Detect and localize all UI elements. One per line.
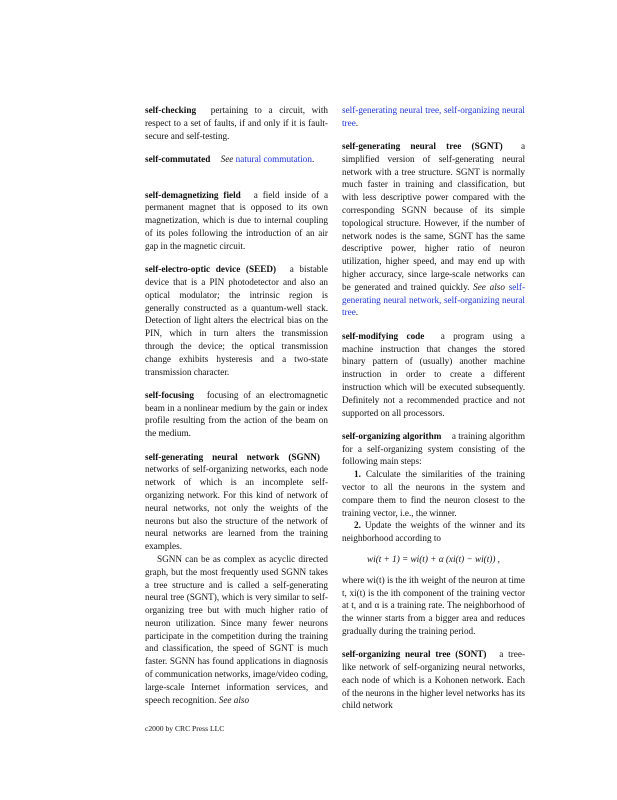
entry-sgnn-para1 [145, 451, 328, 553]
entry-definition: a simplified version of self-generating neural network with a tree structure. SGNT is normally much faster in training and classification, but with less descriptive power compared with the corresponding SGNN because of its simple topological structure. However, if the number of network nodes is the same, SGNT has the same descriptive power, higher ratio of neuron utilization, higher speed, and may end up with higher accuracy, since large-scale networks can be generated and trained quickly. [342, 141, 526, 292]
entry-term: self-generating neural network (SGNN) [145, 451, 320, 462]
entry-term: self-checking [145, 105, 197, 115]
entry-term: self-commutated [145, 153, 211, 164]
entry-definition: pertaining to a circuit, with respect to a set of faults, if and only if it is fault-secure and self-testing. [145, 105, 329, 141]
soa-step-1 [342, 468, 525, 519]
soa-step-2 [342, 519, 525, 545]
entry-definition: a training algorithm for a self-organizing system consisting of the following main steps: [342, 430, 526, 467]
entry-sgnn [145, 451, 328, 707]
entry-definition: a bistable device that is a PIN photodetector and also an optical modulator; the intrinsic region is generally constructed as a quantum-well stack. Detection of light alters the electrical bias on the PIN, which in turn alters the transmission through the device; the optical transmission change exhibits hysteresis and a two-state transmission character. [145, 264, 329, 377]
copyright-footer: c2000 by CRC Press LLC [145, 724, 225, 733]
entry-definition: a tree-like network of self-organizing neural networks, each node of which is a Kohonen network. Each of the neurons in the higher level networks has its child network [342, 649, 526, 711]
entry-term: self-focusing [145, 389, 194, 400]
entry-self-commutated [145, 153, 328, 166]
entry-definition: a program using a machine instruction that changes the stored binary pattern of (usually) another machine instruction in order to create a different instruction which will be executed subsequently. Definitely not a recommended practice and not supported on all processors. [342, 330, 525, 418]
entry-self-organizing-algorithm [342, 430, 525, 638]
link-sgnt-sont[interactable]: self-generating neural tree, self-organizing neural tree [342, 105, 525, 128]
entry-self-modifying-code [342, 330, 525, 420]
entry-sgnt [342, 140, 525, 319]
see-also-label: See also [218, 694, 250, 705]
soa-intro [342, 430, 525, 468]
entry-term: self-generating neural tree (SGNT) [342, 141, 503, 152]
entry-self-focusing [145, 389, 328, 440]
weight-update-equation: wi(t + 1) = wi(t) + α (xi(t) − wi(t)) , [367, 554, 500, 564]
entry-term: self-electro-optic device (SEED) [145, 264, 277, 275]
link-sgnn-sont[interactable]: self-generating neural network, self-organizing neural tree [342, 281, 526, 318]
link-natural-commutation[interactable]: natural commutation [235, 153, 312, 164]
entry-seed [145, 263, 328, 378]
punctuation: . [311, 153, 315, 164]
entry-term: self-modifying code [342, 330, 425, 341]
entry-self-demagnetizing-field [145, 189, 328, 253]
entry-definition: focusing of an electromagnetic beam in a nonlinear medium by the gain or index profile resulting from the action of the beam on the medium. [145, 389, 328, 439]
soa-explanation: where wi(t) is the ith weight of the neuron at time t, xi(t) is the ith component of the training vector at t, and α is a training rate. The neighborhood of the winner starts from a bigger area and reduces gradually during the training period. [342, 574, 525, 636]
punctuation: . [355, 117, 359, 128]
right-column [342, 104, 525, 723]
left-column [145, 104, 328, 717]
entry-definition: networks of self-organizing networks, each node network of which is an incomplete self-organizing network. For this kind of network of neural networks, not only the weights of the neurons but also the structure of the network of neural networks are learned from the training examples. [145, 464, 328, 552]
step-number: 2. [354, 520, 361, 531]
entry-term: self-demagnetizing field [145, 189, 241, 200]
punctuation: . [355, 307, 359, 318]
see-label: See [220, 153, 234, 164]
entry-sgnn-para2 [145, 553, 328, 707]
entry-self-checking [145, 104, 328, 142]
entry-definition: a field inside of a permanent magnet that is opposed to its own magnetization, which is due to internal coupling of its poles following the introduction of an air gap in the magnetic circuit. [145, 189, 329, 251]
entry-term: self-organizing algorithm [342, 430, 442, 441]
entry-sgnn-continued [342, 104, 525, 130]
entry-term: self-organizing neural tree (SONT) [342, 649, 487, 660]
step-text: Update the weights of the winner and its neighborhood according to [342, 520, 526, 544]
entry-definition-continued: SGNN can be as complex as acyclic directed graph, but the most frequently used SGNN takes a tree structure and is called a self-generating neural tree (SGNT), which is very similar to self-organizing tree but with much higher ratio of neuron utilization. Since many fewer neurons participate in the competition during the training and classification, the speed of SGNT is much faster. SGNN has found applications in diagnosis of communication networks, image/video coding, large-scale Internet information services, and speech recognition. [145, 553, 328, 705]
step-text: Calculate the similarities of the training vector to all the neurons in the system and compare them to find the neuron closest to the training vector, i.e., the winner. [342, 469, 525, 518]
see-also-label: See also [473, 281, 505, 292]
entry-sont [342, 648, 525, 712]
step-number: 1. [354, 469, 361, 480]
